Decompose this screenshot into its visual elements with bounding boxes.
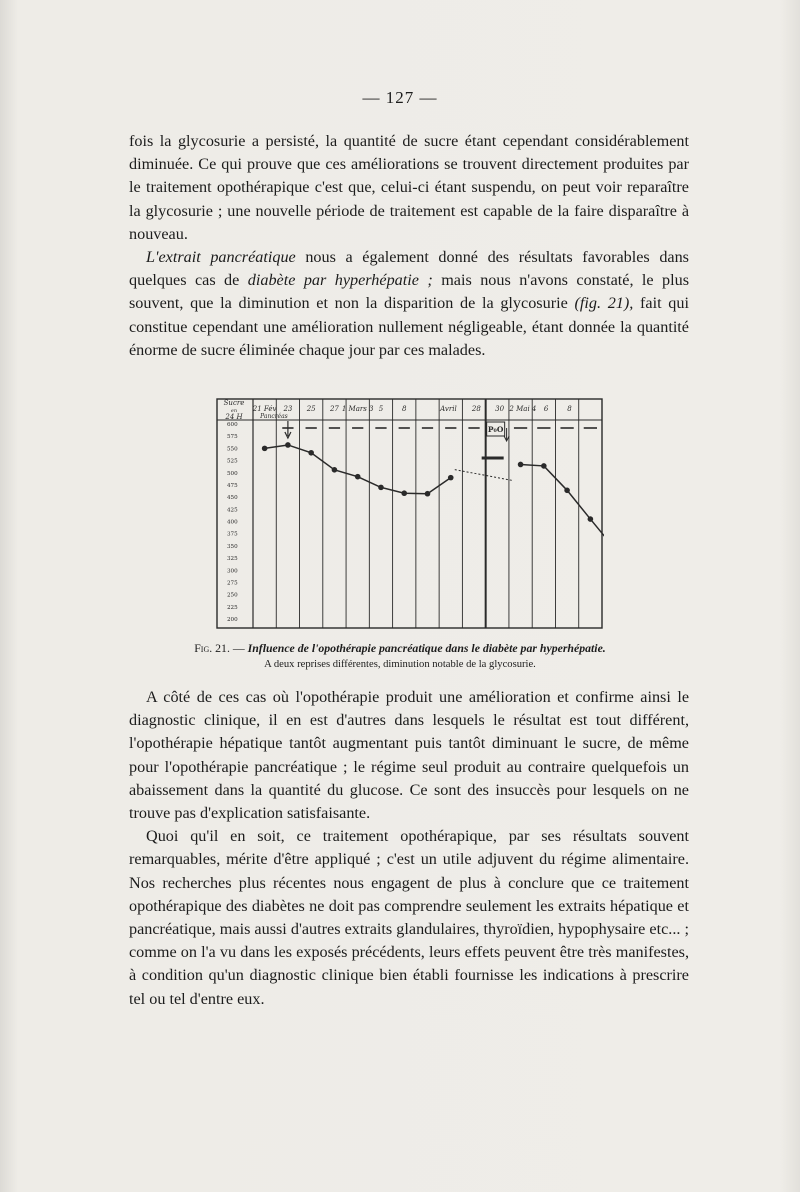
x-header-label: 8 [567,405,572,413]
data-point [588,516,594,522]
y-tick-label: 375 [227,531,238,538]
italic-phrase: L'extrait pancréatique [146,248,296,267]
page-number: — 127 — [362,88,438,107]
x-header-label: 28 [471,405,481,413]
y-tick-label: 350 [227,543,238,550]
series-line [521,464,604,549]
y-tick-label: 575 [227,434,238,441]
x-header-label: 21 Fév [252,405,277,413]
x-header-label: 23 [283,405,293,413]
y-tick-label: 550 [227,446,238,453]
text-block-top [129,130,689,362]
x-header-label: 8 [401,405,407,413]
y-tick-label: 600 [227,422,238,428]
italic-phrase: diabète par hyperhépatie ; [247,271,433,290]
y-tick-label: 250 [227,592,238,599]
data-point [518,462,524,468]
series-line [265,445,451,494]
y-axis-label: en [230,408,238,414]
y-tick-label: 425 [227,507,238,514]
paragraph-1: fois la glycosurie a persisté, la quantité de sucre étant cependant considérablement diminuée. Ce qui prouve que ces améliorations se trouvent directement produites par le traitement opothérapique c'est que, celui-ci étant suspendu, on peut voir reparaître la glycosurie ; une nouvelle période de traitement est capable de la faire disparaître à nouveau. [129,132,689,243]
paragraph-2-text-b: mais nous n'avons constaté, le plus souvent, que la diminution et non la disparition de la glycosurie [129,271,689,313]
x-header-label: 6 [543,405,549,413]
figure-caption [0,641,800,656]
y-tick-label: 325 [227,556,238,563]
data-point [308,450,314,456]
data-point [378,485,384,491]
paragraph-4: Quoi qu'il en soit, ce traitement opothérapique, par ses résultats souvent remarquables, mérite d'être appliqué ; c'est un utile adjuvent du régime alimentaire. Nos recherches plus récentes nous engagent de plus à conclure que ce traitement opothérapique des diabètes ne doit pas comprendre seulement les extraits hépatique et pancréatique, mais aussi d'autres extraits glandulaires, thyroïdien, hypophysaire etc... ; comme on l'a vu dans les exposés précédents, leurs effets peuvent être très manifestes, à condition qu'un diagnostic clinique bien établi fournisse les indications à prescrire tel ou tel d'entre eux. [129,827,689,1008]
data-point [564,488,570,494]
data-point [262,446,268,452]
data-point [425,491,431,497]
data-point [285,442,291,448]
x-header-label: 1 Mars 3 [341,405,374,413]
x-header-label: 30 [495,405,505,413]
data-point [541,463,547,469]
annotation-p0: P₀O [487,425,504,434]
figure-label: Fig. 21. — [194,641,245,655]
italic-phrase: (fig. 21), [574,294,634,313]
y-tick-label: 450 [227,495,238,502]
y-tick-label: 300 [227,568,238,575]
y-tick-label: 225 [227,604,238,611]
data-point [448,475,454,481]
chart-title: Influence de l'opothérapie pancréatique dans le diabète par hyperhépatie. [247,641,606,655]
y-tick-label: 400 [227,519,238,526]
figure-subcaption: A deux reprises différentes, diminution notable de la glycosurie. [264,659,536,670]
figure-21-chart [216,398,604,630]
x-header-label: 25 [306,405,316,413]
y-tick-label: 500 [227,470,238,477]
y-tick-label: 475 [227,482,238,489]
y-tick-label: 525 [227,458,238,465]
y-axis-label: Sucre [223,399,245,407]
data-point [332,467,338,473]
paragraph-3: A côté de ces cas où l'opothérapie produit une amélioration et confirme ainsi le diagnostic clinique, il en est d'autres dans lesquels le résultat est tout différent, l'opothérapie hépatique tantôt augmentant puis tantôt diminuant le sucre, de même pour l'opothérapie pancréatique ; le régime seul produit au contraire quelquefois un abaissement dans la quantité du glucose. Ce sont des insuccès pour lesquels on ne trouve pas d'explication satisfaisante. [129,688,689,823]
x-header-label: 5 [378,405,384,413]
data-point [401,490,407,496]
text-block-bottom [129,686,689,1011]
data-point [355,474,361,480]
annotation-pancreas: Pancréas [260,413,288,420]
y-axis-label: 24 H [225,413,243,421]
paragraph-2-text-c: fait qui constitue cependant une amélioration nullement négligeable, étant donnée la quantité énorme de sucre éliminée chaque jour par ces malades. [129,294,689,359]
paragraph-2-text-a: nous a également donné des résultats favorables dans quelques cas de [129,248,689,290]
y-tick-label: 200 [227,617,238,623]
y-tick-label: 275 [227,580,238,587]
chart-frame [217,399,602,628]
x-header-label: 27 [329,405,339,413]
transition-line [455,470,513,481]
line-chart [216,398,604,630]
paragraph-2 [129,246,689,362]
x-header-label: Avril [440,405,457,413]
x-header-label: 2 Mai 4 [509,405,537,413]
